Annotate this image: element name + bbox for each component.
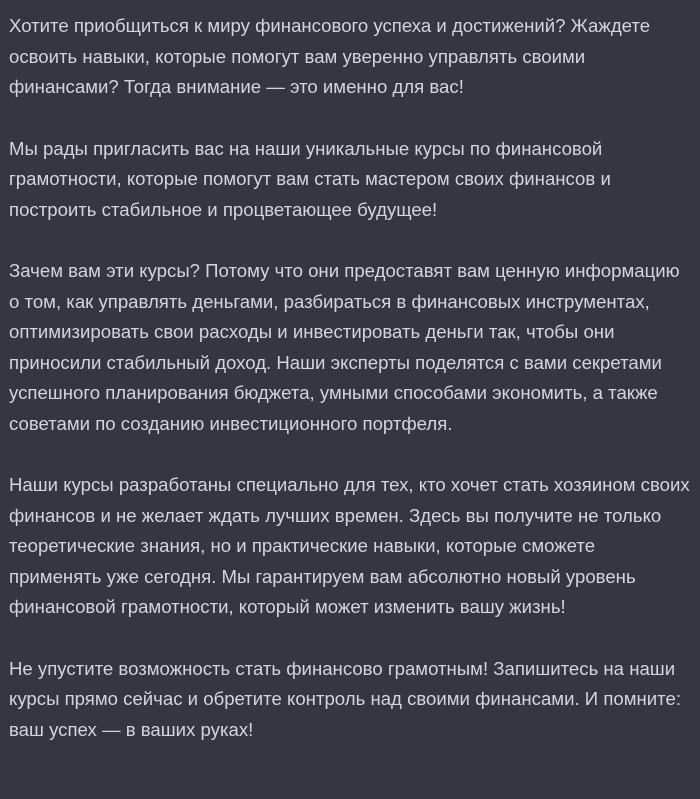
paragraph-invitation: Мы рады пригласить вас на наши уникальные курсы по финансовой грамотности, которые помогут вам стать мастером своих финансов и построить стабильное и процветающее будущее!	[9, 137, 611, 220]
paragraph-intro: Хотите приобщиться к миру финансового успеха и достижений? Жаждете освоить навыки, которые помогут вам уверенно управлять своими финансами? Тогда внимание — это именно для вас!	[9, 15, 651, 97]
paragraph-call-to-action: Не упустите возможность стать финансово грамотным! Запишитесь на наши курсы прямо сейчас и обретите контроль над своими финансами. И помните: ваш успех — в ваших руках!	[9, 657, 681, 740]
paragraph-who-for: Наши курсы разработаны специально для тех, кто хочет стать хозяином своих финансов и не желает ждать лучших времен. Здесь вы получите не только теоретические знания, но и практические навыки, которые сможете применять уже сегодня. Мы гарантируем вам абсолютно новый уровень финансовой грамотности, который может изменить вашу жизнь!	[9, 474, 690, 617]
paragraph-why-courses: Зачем вам эти курсы? Потому что они предоставят вам ценную информацию о том, как управлять деньгами, разбираться в финансовых инструментах, оптимизировать свои расходы и инвестировать деньги так, чтобы они приносили стабильный доход. Наши эксперты поделятся с вами секретами успешного планирования бюджета, умными способами экономить, а также советами по созданию инвестиционного портфеля.	[9, 260, 680, 434]
